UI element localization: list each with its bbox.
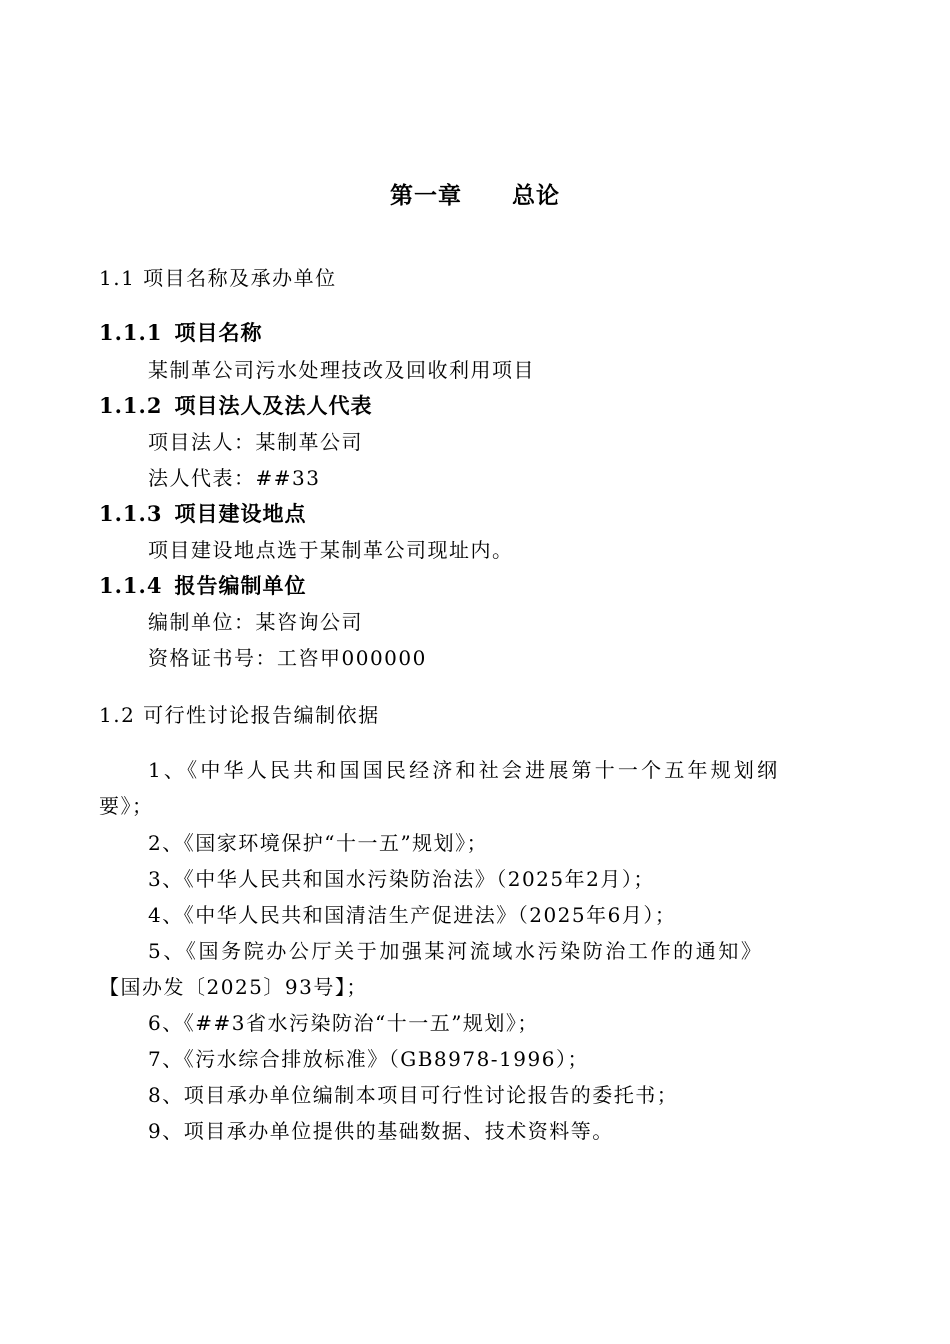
project-legal-entity-text: 项目法人：某制革公司 [148,430,363,454]
basis-list-item: 7、《污水综合排放标准》（GB8978-1996）； [148,1047,589,1071]
chapter-name: 总论 [512,182,560,209]
basis-list-item: 3、《中华人民共和国水污染防治法》（2025年2月）； [148,867,655,891]
subsection-1-1-1-heading [99,318,262,348]
chapter-number: 第一章 [390,182,462,209]
subsection-number: 1.1.1 [99,320,163,345]
basis-list-item: 2、《国家环境保护“十一五”规划》； [148,831,489,855]
basis-list-item: 8、项目承办单位编制本项目可行性讨论报告的委托书； [148,1083,679,1107]
subsection-number: 1.1.3 [99,501,163,526]
basis-list-item: 1、《中华人民共和国国民经济和社会进展第十一个五年规划纲 [148,758,781,782]
basis-list-item: 5、《国务院办公厅关于加强某河流域水污染防治工作的通知》 [148,939,764,963]
construction-site-text: 项目建设地点选于某制革公司现址内。 [148,538,514,562]
basis-list-item-continuation: 要》； [99,794,154,818]
subsection-1-1-4-heading [99,571,306,601]
subsection-1-1-2-heading [99,391,372,421]
subsection-title: 项目名称 [174,320,263,345]
project-name-text: 某制革公司污水处理技改及回收利用项目 [148,358,535,382]
subsection-title: 报告编制单位 [174,573,307,598]
subsection-1-1-3-heading [99,499,306,529]
subsection-title: 项目法人及法人代表 [174,393,373,418]
compiling-unit-text: 编制单位：某咨询公司 [148,610,363,634]
legal-representative-text: 法人代表：##33 [148,466,321,490]
qualification-cert-text: 资格证书号：工咨甲000000 [148,646,427,670]
basis-list-item: 6、《##3省水污染防治“十一五”规划》； [148,1011,539,1035]
subsection-number: 1.1.4 [99,573,163,598]
subsection-number: 1.1.2 [99,393,163,418]
section-1-2-heading: 1.2 可行性讨论报告编制依据 [99,703,380,727]
section-1-1-heading: 1.1 项目名称及承办单位 [99,266,337,290]
chapter-title [0,177,950,210]
subsection-title: 项目建设地点 [174,501,307,526]
basis-list-item: 9、项目承办单位提供的基础数据、技术资料等。 [148,1119,614,1143]
basis-list-item: 4、《中华人民共和国清洁生产促进法》（2025年6月）； [148,903,677,927]
basis-list-item-continuation: 【国办发〔2025〕93号】； [99,975,368,999]
